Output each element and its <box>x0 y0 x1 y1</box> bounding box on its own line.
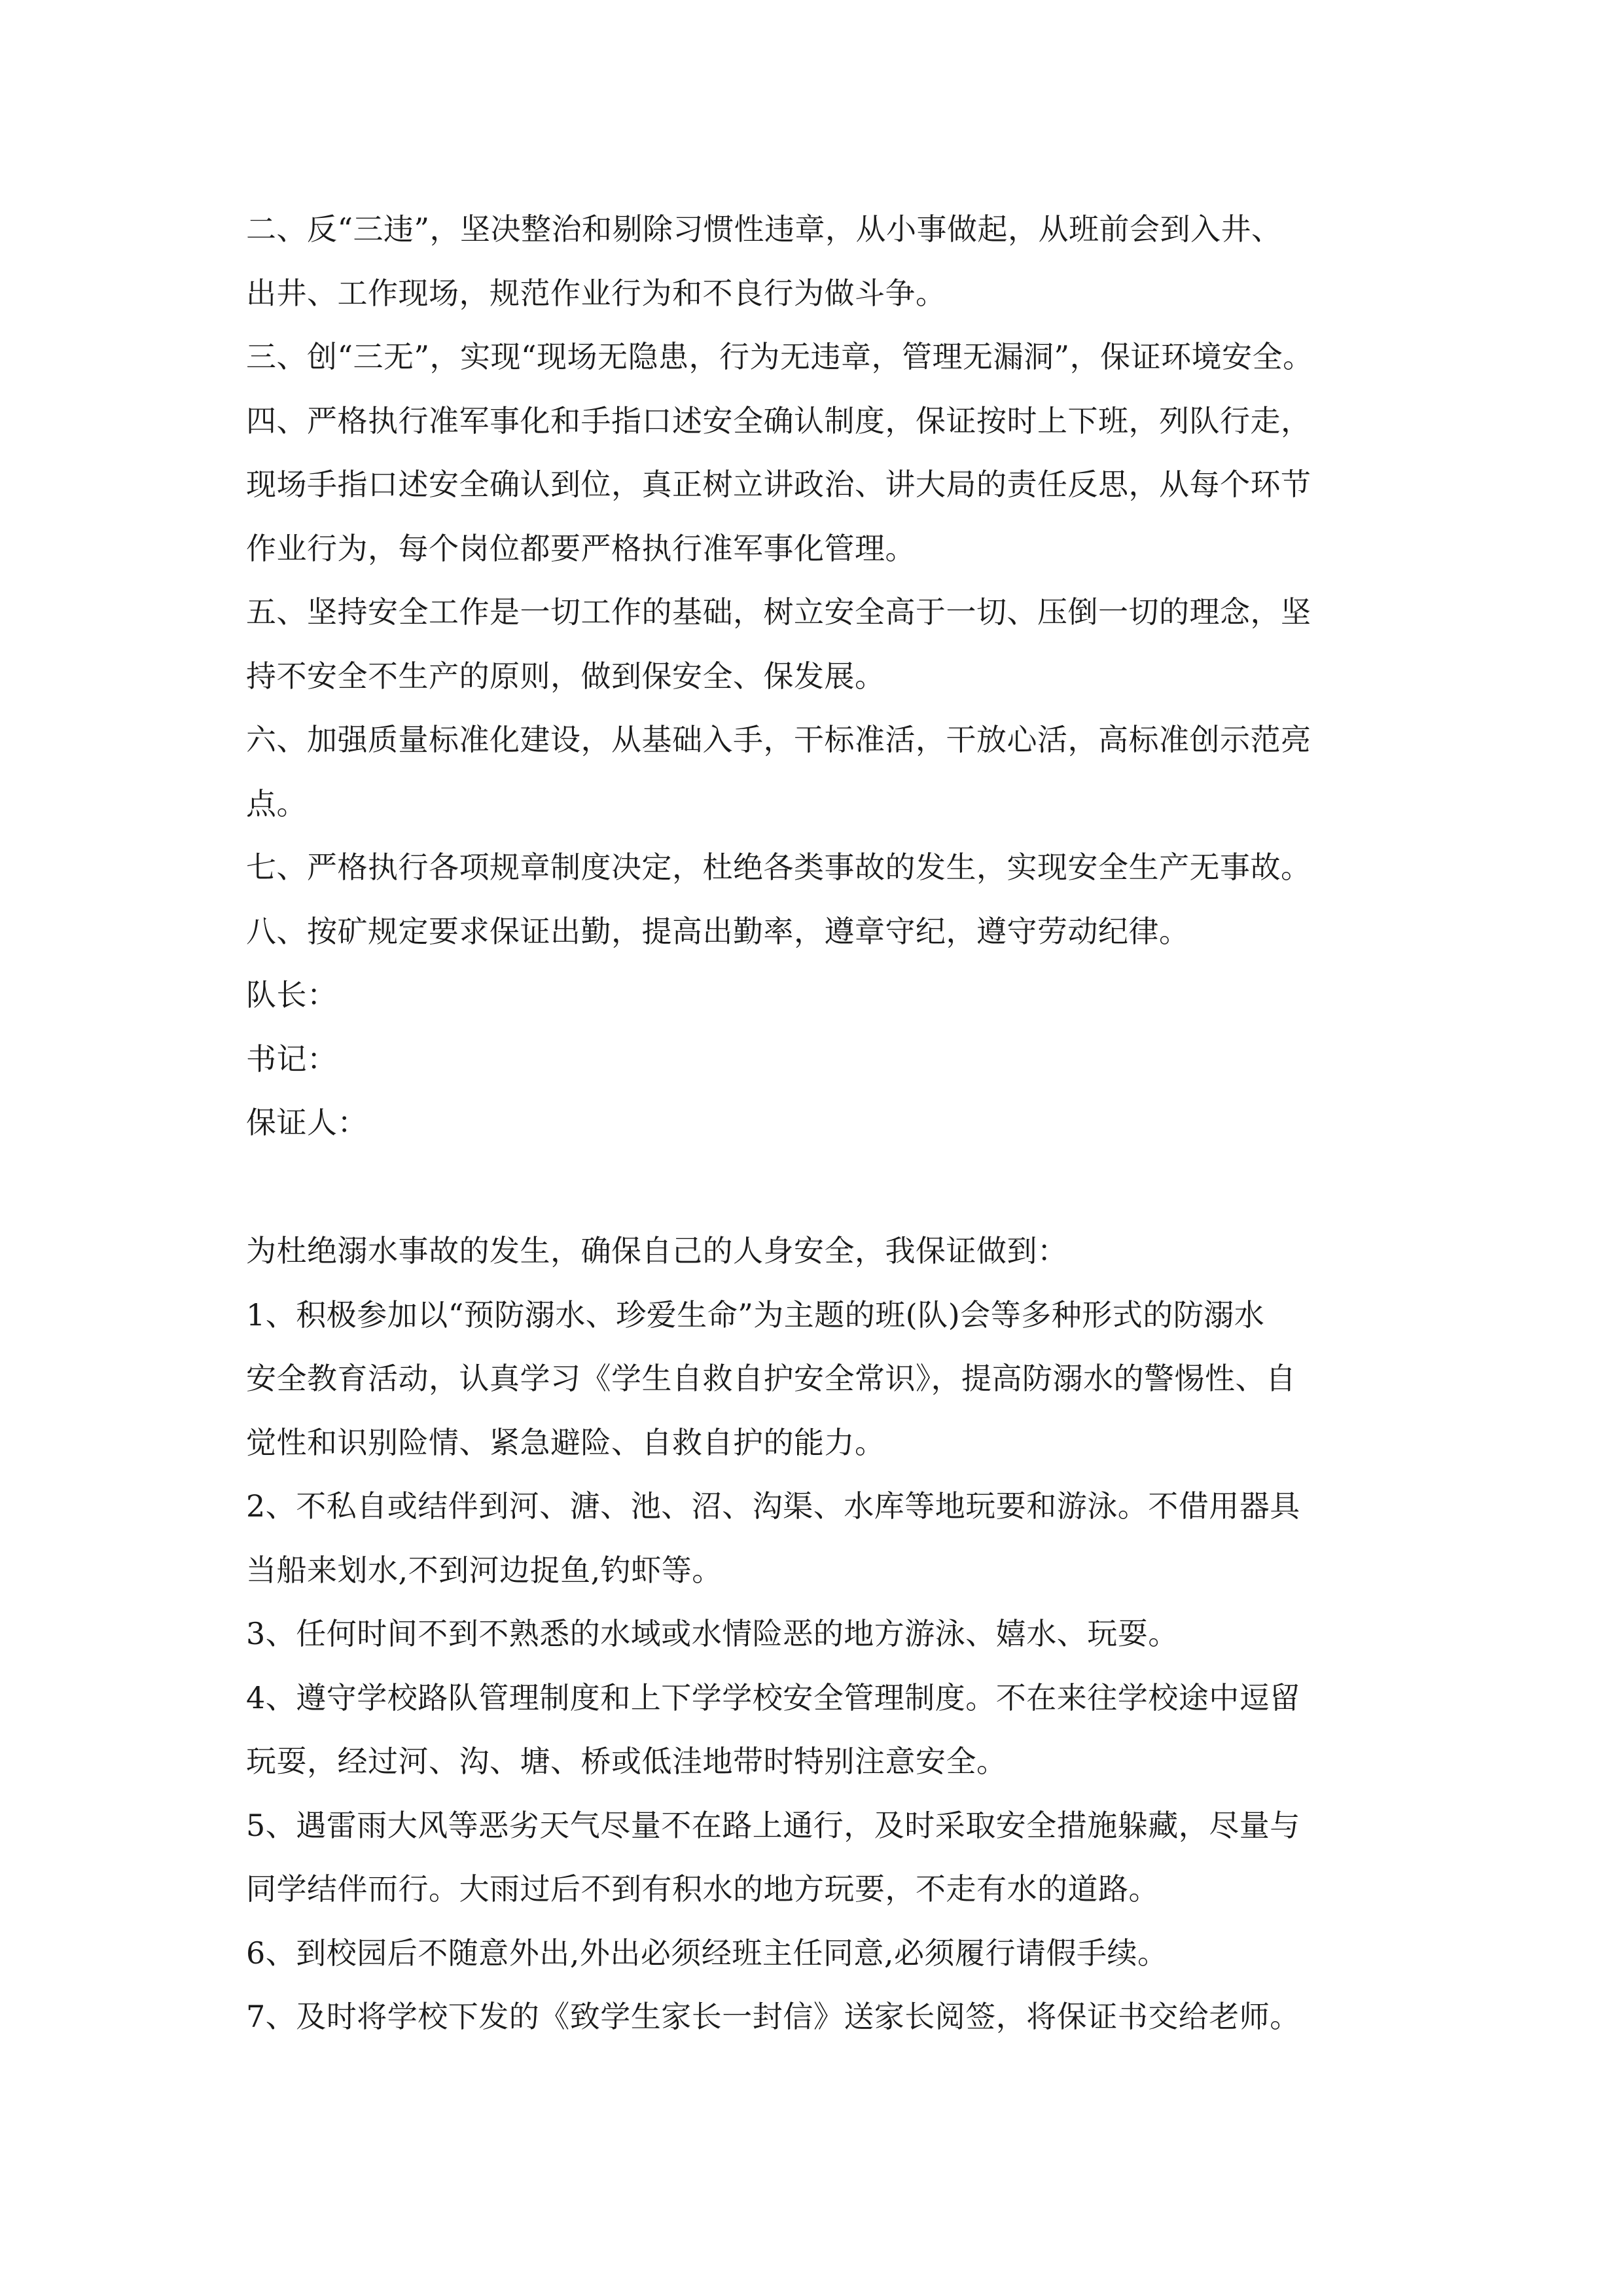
pledge-line: 八、按矿规定要求保证出勤，提高出勤率，遵章守纪，遵守劳动纪律。 <box>246 913 1190 949</box>
pledge-line: 7、及时将学校下发的《致学生家长一封信》送家长阅签，将保证书交给老师。 <box>246 1999 1300 2034</box>
pledge-line: 玩耍，经过河、沟、塘、桥或低洼地带时特别注意安全。 <box>246 1744 1007 1779</box>
pledge-line: 安全教育活动，认真学习《学生自救自护安全常识》，提高防溺水的警惕性、自 <box>246 1361 1296 1396</box>
pledge-line: 作业行为，每个岗位都要严格执行准军事化管理。 <box>246 530 916 566</box>
signature-guarantor-label: 保证人： <box>246 1105 368 1140</box>
signature-secretary-label: 书记： <box>246 1041 338 1077</box>
pledge-line: 当船来划水,不到河边捉鱼,钓虾等。 <box>246 1552 722 1588</box>
pledge-line: 三、创“三无”，实现“现场无隐患，行为无违章，管理无漏洞”，保证环境安全。 <box>246 339 1313 374</box>
pledge-line: 二、反“三违”，坚决整治和剔除习惯性违章，从小事做起，从班前会到入井、 <box>246 211 1282 247</box>
pledge-line: 点。 <box>246 785 307 821</box>
pledge-line: 2、不私自或结伴到河、溏、池、沼、沟渠、水库等地玩要和游泳。不借用器具 <box>246 1488 1300 1524</box>
pledge-intro: 为杜绝溺水事故的发生，确保自己的人身安全，我保证做到： <box>246 1233 1068 1268</box>
pledge-line: 持不安全不生产的原则，做到保安全、保发展。 <box>246 658 885 694</box>
pledge-line: 4、遵守学校路队管理制度和上下学学校安全管理制度。不在来往学校途中逗留 <box>246 1679 1300 1715</box>
signature-captain-label: 队长： <box>246 977 338 1013</box>
pledge-line: 同学结伴而行。大雨过后不到有积水的地方玩要，不走有水的道路。 <box>246 1871 1159 1907</box>
pledge-line: 觉性和识别险情、紧急避险、自救自护的能力。 <box>246 1424 885 1460</box>
pledge-line: 七、严格执行各项规章制度决定，杜绝各类事故的发生，实现安全生产无事故。 <box>246 850 1311 885</box>
pledge-line: 6、到校园后不随意外出,外出必须经班主任同意,必须履行请假手续。 <box>246 1935 1168 1971</box>
pledge-line: 出井、工作现场，规范作业行为和不良行为做斗争。 <box>246 275 946 311</box>
pledge-line: 五、坚持安全工作是一切工作的基础，树立安全高于一切、压倒一切的理念，坚 <box>246 594 1311 630</box>
pledge-line: 1、积极参加以“预防溺水、珍爱生命”为主题的班(队)会等多种形式的防溺水 <box>246 1297 1265 1333</box>
drowning-prevention-section <box>246 1219 1398 2049</box>
pledge-line: 现场手指口述安全确认到位，真正树立讲政治、讲大局的责任反思，从每个环节 <box>246 467 1311 502</box>
safety-pledge-section <box>246 198 1398 1155</box>
pledge-line: 3、任何时间不到不熟悉的水域或水情险恶的地方游泳、嬉水、玩耍。 <box>246 1616 1179 1651</box>
pledge-line: 5、遇雷雨大风等恶劣天气尽量不在路上通行，及时采取安全措施躲藏，尽量与 <box>246 1807 1300 1843</box>
pledge-line: 六、加强质量标准化建设，从基础入手，干标准活，干放心活，高标准创示范亮 <box>246 722 1311 757</box>
pledge-line: 四、严格执行准军事化和手指口述安全确认制度，保证按时上下班，列队行走， <box>246 403 1311 439</box>
